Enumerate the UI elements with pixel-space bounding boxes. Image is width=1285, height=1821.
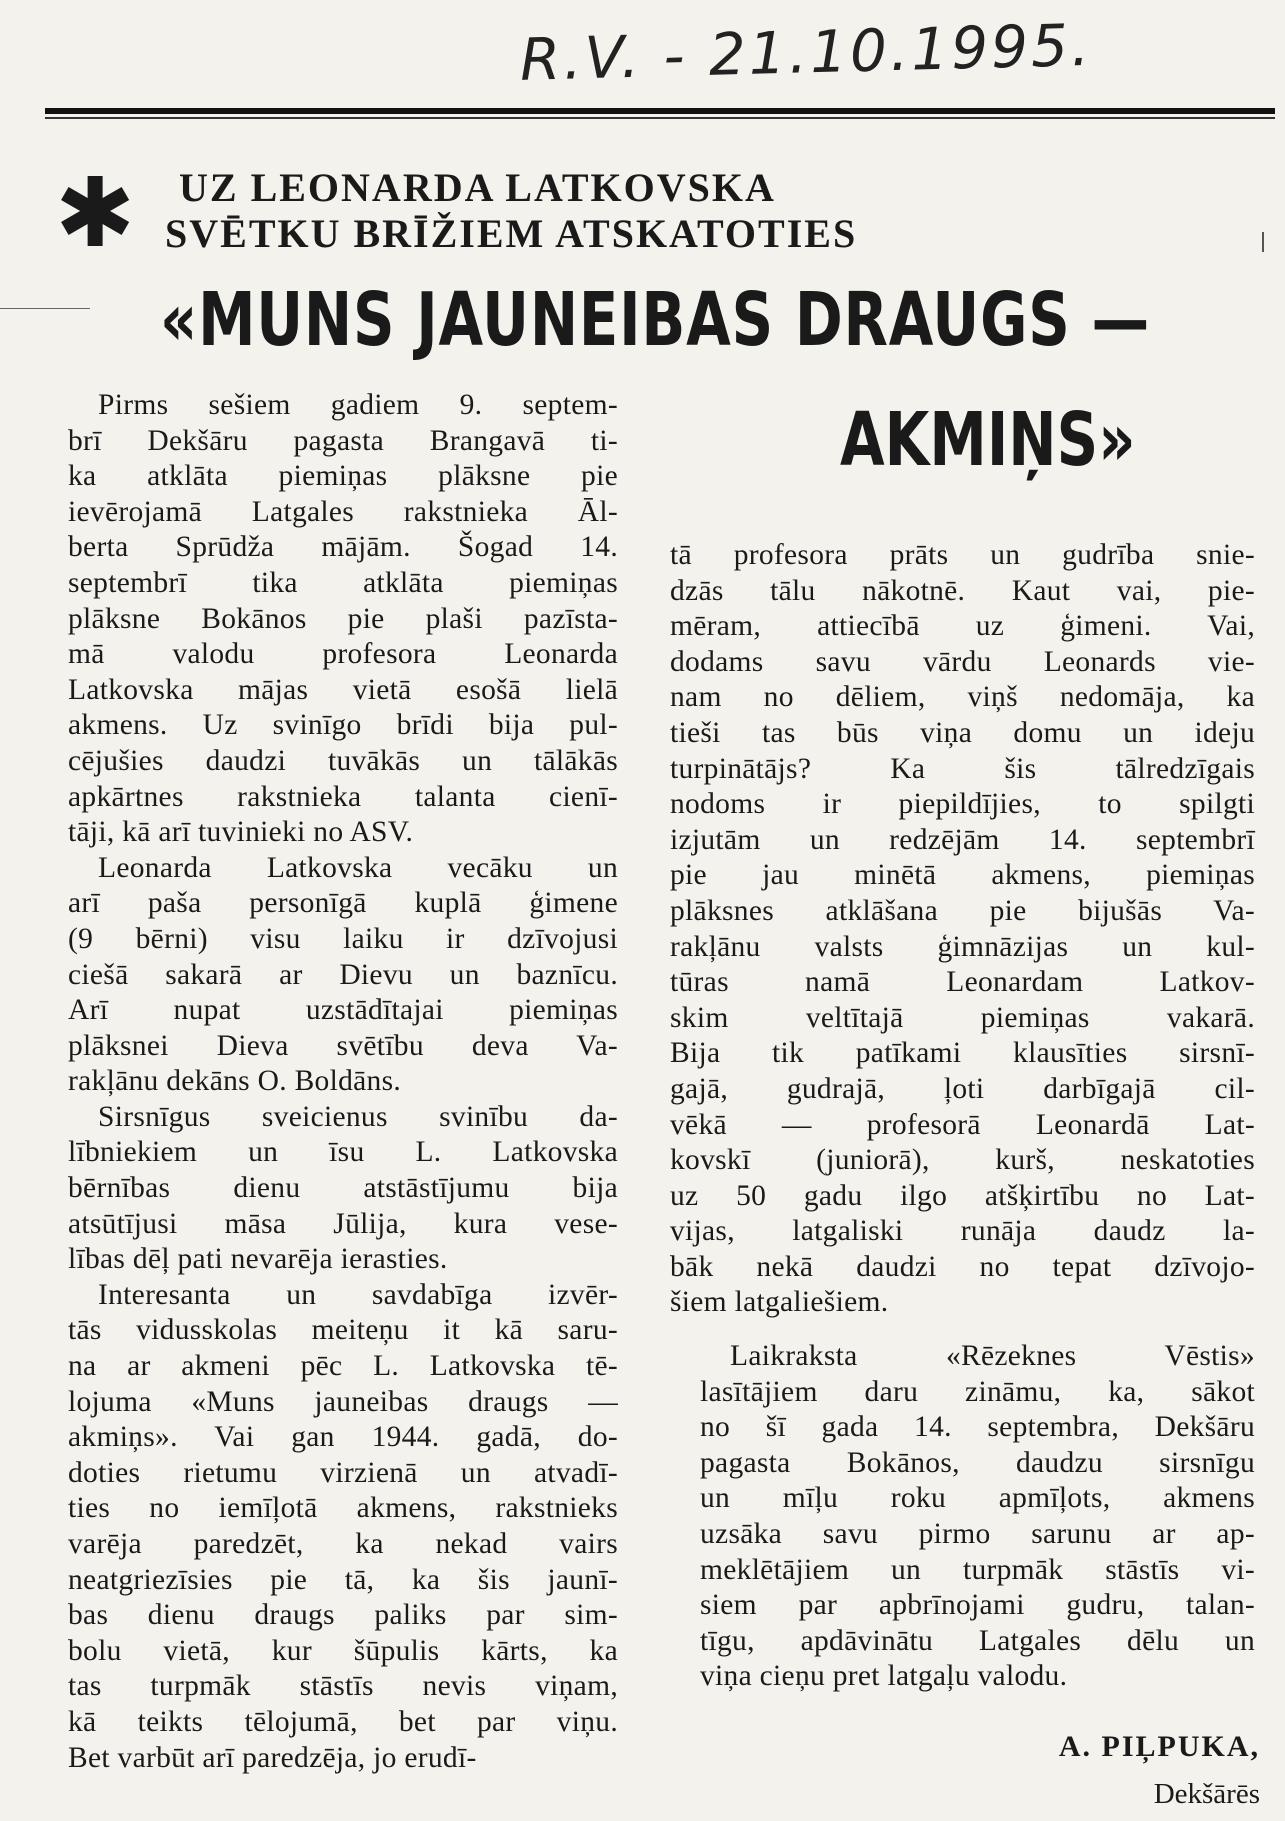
paragraph [38,1100,618,1278]
text-line: plāksnei Dieva svētību deva Va- [68,1029,618,1062]
text-line: dzās tālu nākotnē. Kaut vai, pie- [670,574,1255,607]
text-line: Leonarda Latkovska vecāku un [98,851,618,884]
text-line: un mīļu roku apmīļots, akmens [700,1482,1255,1515]
text-line: varēja paredzēt, ka nekad vairs [68,1528,618,1560]
article-column-1 [38,388,618,1776]
text-line: bolu vietā, kur šūpulis kārts, ka [68,1634,618,1667]
text-line: uz 50 gadu ilgo atšķirtību no Lat- [670,1179,1255,1212]
edge-mark [1262,232,1268,252]
text-line: lojuma «Muns jauneibas draugs — [68,1385,618,1418]
paragraph [38,1278,618,1776]
text-line: skim veltītajā piemiņas vakarā. [670,1001,1255,1034]
text-line: vēkā — profesorā Leonardā Lat- [670,1108,1255,1141]
text-line: turpinātājs? Ka šis tālredzīgais [670,752,1255,785]
text-line: Latkovska mājas vietā esošā lielā [68,673,618,706]
text-line: (9 bērni) visu laiku ir dzīvojusi [68,922,618,955]
text-line: apkārtnes rakstnieka talanta cienī- [68,780,618,813]
text-line: Bija tik patīkami klausīties sirsnī- [670,1037,1255,1070]
handwritten-date-note: R.V. - 21.10.1995. [519,10,1094,94]
margin-mark [0,308,90,309]
text-line: dodams savu vārdu Leonards vie- [670,645,1255,678]
top-rule [45,108,1275,114]
paragraph [38,851,618,1100]
text-line: kovskī (juniorā), kurš, neskatoties [670,1144,1255,1177]
text-line: no šī gada 14. septembra, Dekšāru [700,1411,1255,1444]
text-line: gajā, gudrajā, ļoti darbīgajā cil- [670,1072,1255,1105]
headline-line-2: AKMIŅS» [840,397,1136,483]
text-line: lasītājiem daru zināmu, ka, sākot [700,1375,1255,1408]
text-line: brī Dekšāru pagasta Brangavā ti- [68,424,618,457]
text-line: nam no dēliem, viņš nedomāja, ka [670,681,1255,714]
headline-line-1: «MUNS JAUNEIBAS DRAUGS — [160,277,1150,363]
paragraph [670,538,1255,1321]
article-column-2 [670,538,1255,1695]
text-line: septembrī tika atklāta piemiņas [68,566,618,599]
kicker-line-2: SVĒTKU BRĪŽIEM ATSKATOTIES [165,211,858,256]
text-line: akmens. Uz svinīgo brīdi bija pul- [68,709,618,742]
text-line: arī paša personīgā kuplā ģimene [68,887,618,920]
text-line: rakļānu dekāns O. Boldāns. [68,1065,402,1098]
text-line: Arī nupat uzstādītajai piemiņas [68,994,618,1027]
text-line: tīgu, apdāvinātu Latgales dēlu un [700,1624,1255,1657]
text-line: ievērojamā Latgales rakstnieka Āl- [68,495,618,528]
text-line: mēram, attiecībā uz ģimeni. Vai, [670,610,1255,643]
asterisk-ornament-icon: ✱ [55,157,136,269]
text-line: rakļānu valsts ģimnāzijas un kul- [670,930,1255,963]
text-line: tā profesora prāts un gudrība snie- [670,539,1255,571]
text-line: pie jau minētā akmens, piemiņas [670,859,1255,892]
text-line: tūras namā Leonardam Latkov- [670,966,1255,999]
text-line: viņa cieņu pret latgaļu valodu. [700,1660,1068,1693]
text-line: lības dēļ pati nevarēja ierasties. [68,1243,448,1276]
text-line: šiem latgaliešiem. [670,1286,889,1319]
text-line: berta Sprūdža mājām. Šogad 14. [68,531,618,564]
text-line: Laikraksta «Rēzeknes Vēstis» [730,1340,1255,1373]
text-line: atsūtījusi māsa Jūlija, kura vese- [68,1207,618,1240]
text-line: meklētājiem un turpmāk stāstīs vi- [700,1553,1255,1586]
text-line: pagasta Bokānos, daudzu sirsnīgu [700,1446,1255,1479]
text-line: plāksne Bokānos pie plaši pazīsta- [68,602,618,635]
text-line: bāk nekā daudzi no tepat dzīvojo- [670,1250,1255,1283]
text-line: doties rietumu virzienā un atvadī- [68,1456,618,1489]
text-line: bērnības dienu atstāstījumu bija [68,1172,618,1205]
top-rule-thin [45,117,1275,119]
text-line: izjutām un redzējām 14. septembrī [670,823,1255,856]
text-line: ties no iemīļotā akmens, rakstnieks [68,1492,618,1525]
text-line: akmiņs». Vai gan 1944. gadā, do- [68,1421,618,1454]
text-line: Interesanta un savdabīga izvēr- [98,1278,618,1311]
text-line: nodoms ir piepildījies, to spilgti [670,788,1255,821]
text-line: ka atklāta piemiņas plāksne pie [68,460,618,493]
text-line: tas turpmāk stāstīs nevis viņam, [68,1670,618,1703]
text-line: mā valodu profesora Leonarda [68,638,618,671]
kicker-line-1: UZ LEONARDA LATKOVSKA [179,165,776,210]
text-line: bas dienu draugs paliks par sim- [68,1599,618,1632]
text-line: Bet varbūt arī paredzēja, jo erudī- [68,1741,477,1774]
text-line: tieši tas būs viņa domu un ideju [670,716,1255,749]
text-line: tās vidusskolas meiteņu it kā saru- [68,1314,618,1347]
text-line: vijas, latgaliski runāja daudz la- [670,1215,1255,1248]
text-line: uzsāka savu pirmo sarunu ar ap- [700,1518,1255,1551]
text-line: Sirsnīgus sveicienus svinību da- [98,1100,618,1133]
text-line: kā teikts tēlojumā, bet par viņu. [68,1705,618,1738]
paragraph [38,388,618,851]
kicker-heading [165,165,1065,257]
text-line: cējušies daudzi tuvākās un tālākās [68,744,618,777]
text-line: tāji, kā arī tuvinieki no ASV. [68,816,414,849]
text-line: siem par apbrīnojami gudru, talan- [700,1589,1255,1622]
paragraph [670,1339,1255,1695]
text-line: lībniekiem un īsu L. Latkovska [68,1136,618,1169]
text-line: ciešā sakarā ar Dievu un baznīcu. [68,958,618,991]
text-line: na ar akmeni pēc L. Latkovska tē- [68,1350,618,1383]
text-line: plāksnes atklāšana pie bijušās Va- [670,894,1255,927]
text-line: neatgriezīsies pie tā, ka šis jaunī- [68,1563,618,1596]
author-location: Dekšārēs [1153,1778,1260,1810]
author-signature: A. PIĻPUKA, [1058,1730,1260,1763]
text-line: Pirms sešiem gadiem 9. septem- [98,389,618,421]
